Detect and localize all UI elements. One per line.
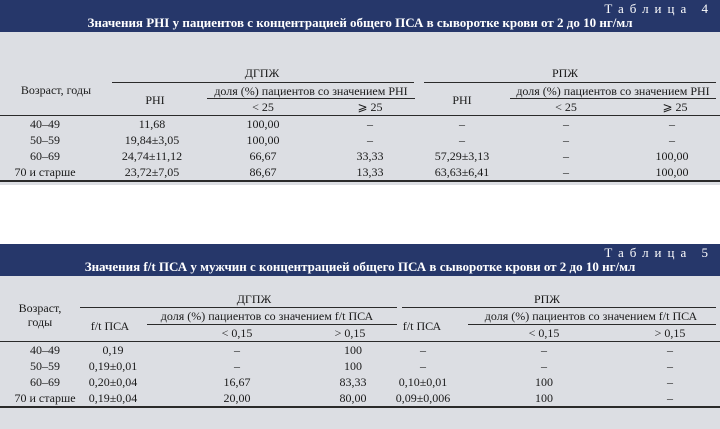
row-value-cancer: 0,09±0,006: [395, 391, 451, 405]
row-value-cancer: –: [420, 359, 426, 373]
bottom-rule: [0, 180, 720, 182]
row-share-low-bph: 100,00: [246, 117, 280, 131]
row-age: 50–59: [30, 133, 60, 147]
phi-value-header: PHI: [145, 93, 165, 107]
rule: [510, 98, 716, 99]
table-4-title: Значения PHI у пациентов с концентрацией общего ПСА в сыворотке крови от 2 до 10 нг/мл: [87, 15, 633, 30]
row-share-low-bph: 86,67: [249, 165, 277, 179]
lt-header: < 25: [252, 100, 274, 114]
row-share-high-bph: 13,33: [356, 165, 384, 179]
row-value-bph: 0,19: [102, 343, 124, 357]
header-rule: [0, 341, 720, 342]
row-value-cancer: –: [459, 133, 465, 147]
row-share-high-bph: 83,33: [339, 375, 367, 389]
row-value-bph: 24,74±11,12: [121, 149, 183, 163]
row-value-cancer: –: [420, 343, 426, 357]
row-share-low-cancer: –: [541, 343, 547, 357]
row-share-high-bph: 33,33: [356, 149, 384, 163]
row-share-low-cancer: –: [563, 117, 569, 131]
row-share-low-bph: –: [234, 359, 240, 373]
row-value-bph: 11,68: [138, 117, 166, 131]
age-column-header-line2: годы: [27, 315, 53, 329]
lt-header: < 25: [555, 100, 577, 114]
row-value-bph: 0,19±0,04: [88, 391, 138, 405]
table-4-label: Таблица 4: [604, 1, 714, 16]
header-rule: [0, 115, 720, 116]
table-5-label: Таблица 5: [604, 245, 714, 260]
lt-header: < 0,15: [221, 326, 253, 340]
row-share-low-bph: 20,00: [223, 391, 251, 405]
group-bph-header: ДГПЖ: [236, 292, 272, 306]
row-share-high-cancer: –: [669, 133, 675, 147]
row-share-high-bph: –: [367, 117, 373, 131]
row-value-cancer: 63,63±6,41: [434, 165, 490, 179]
row-value-bph: 0,20±0,04: [88, 375, 138, 389]
table-5-header: [0, 244, 720, 276]
row-age: 50–59: [30, 359, 60, 373]
rule: [147, 324, 397, 325]
age-column-header: Возраст, годы: [20, 83, 92, 97]
row-share-high-bph: 100: [344, 343, 362, 357]
row-share-low-cancer: 100: [535, 391, 553, 405]
row-share-high-cancer: –: [667, 343, 673, 357]
row-age: 40–49: [30, 343, 60, 357]
ft-value-header: f/t ПСА: [402, 319, 442, 333]
row-value-cancer: 0,10±0,01: [398, 375, 448, 389]
row-value-cancer: 57,29±3,13: [434, 149, 490, 163]
phi-value-header: PHI: [452, 93, 472, 107]
row-share-low-bph: 66,67: [249, 149, 277, 163]
table-4-header: [0, 0, 720, 32]
rule: [402, 307, 716, 308]
gt-header: > 0,15: [334, 326, 366, 340]
row-age: 60–69: [30, 149, 60, 163]
rule: [468, 324, 716, 325]
row-share-low-cancer: –: [563, 165, 569, 179]
row-age: 70 и старше: [14, 391, 76, 405]
row-value-cancer: –: [459, 117, 465, 131]
row-share-low-bph: 16,67: [223, 375, 251, 389]
ge-header: ⩾ 25: [662, 100, 688, 114]
row-share-low-bph: 100,00: [246, 133, 280, 147]
row-age: 40–49: [30, 117, 60, 131]
row-share-high-cancer: 100,00: [655, 149, 689, 163]
row-share-high-cancer: –: [667, 391, 673, 405]
row-share-low-cancer: –: [563, 133, 569, 147]
row-age: 60–69: [30, 375, 60, 389]
row-value-bph: 0,19±0,01: [88, 359, 138, 373]
share-header: доля (%) пациентов со значением f/t ПСА: [160, 309, 374, 323]
rule: [80, 307, 397, 308]
row-share-low-cancer: –: [563, 149, 569, 163]
rule: [112, 82, 414, 83]
ge-header: ⩾ 25: [357, 100, 383, 114]
age-column-header: Возраст,: [18, 301, 62, 315]
row-share-high-cancer: –: [669, 117, 675, 131]
bottom-rule: [0, 406, 720, 408]
table-5-title: Значения f/t ПСА у мужчин с концентрацией общего ПСА в сыворотке крови от 2 до 10 нг/мл: [84, 259, 636, 274]
group-cancer-header: РПЖ: [551, 66, 579, 80]
row-share-high-bph: 80,00: [339, 391, 367, 405]
rule: [424, 82, 716, 83]
gt-header: > 0,15: [654, 326, 686, 340]
row-share-high-cancer: –: [667, 375, 673, 389]
row-value-bph: 19,84±3,05: [124, 133, 180, 147]
table-4: [0, 0, 720, 185]
row-share-low-cancer: 100: [535, 375, 553, 389]
row-share-low-bph: –: [234, 343, 240, 357]
row-value-bph: 23,72±7,05: [124, 165, 180, 179]
group-bph-header: ДГПЖ: [244, 66, 280, 80]
lt-header: < 0,15: [528, 326, 560, 340]
row-share-high-bph: –: [367, 133, 373, 147]
share-header: доля (%) пациентов со значением PHI: [516, 84, 710, 98]
rule: [207, 98, 415, 99]
ft-value-header: f/t ПСА: [90, 319, 130, 333]
group-cancer-header: РПЖ: [533, 292, 561, 306]
row-age: 70 и старше: [14, 165, 76, 179]
share-header: доля (%) пациентов со значением f/t ПСА: [484, 309, 698, 323]
table-5: [0, 244, 720, 429]
share-header: доля (%) пациентов со значением PHI: [214, 84, 408, 98]
row-share-low-cancer: –: [541, 359, 547, 373]
row-share-high-cancer: 100,00: [655, 165, 689, 179]
row-share-high-cancer: –: [667, 359, 673, 373]
row-share-high-bph: 100: [344, 359, 362, 373]
